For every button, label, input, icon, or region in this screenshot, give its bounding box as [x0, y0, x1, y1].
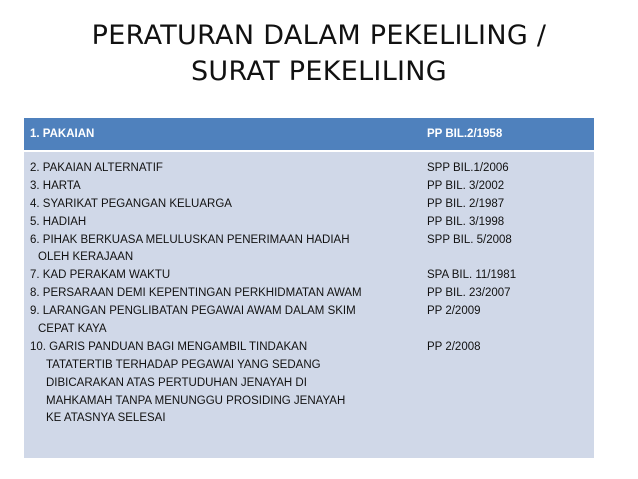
reference-item: PP BIL. 3/2002 — [427, 179, 505, 192]
header-cell-item: 1. PAKAIAN — [30, 128, 95, 140]
list-item-continuation: TATATERTIB TERHADAP PEGAWAI YANG SEDANG — [46, 358, 321, 371]
list-item: 7. KAD PERAKAM WAKTU — [30, 269, 171, 282]
title-line-1: PERATURAN DALAM PEKELILING / — [91, 20, 547, 51]
list-item-continuation: CEPAT KAYA — [38, 323, 107, 336]
body-cell-items — [24, 152, 421, 458]
slide-title — [0, 18, 638, 90]
reference-item: PP 2/2008 — [427, 340, 481, 353]
list-item: 8. PERSARAAN DEMI KEPENTINGAN PERKHIDMATAN AWAM — [30, 287, 362, 300]
regulations-table — [24, 118, 594, 458]
header-cell-reference: PP BIL.2/1958 — [427, 128, 503, 140]
reference-item: PP BIL. 2/1987 — [427, 197, 505, 210]
list-item: 3. HARTA — [30, 179, 81, 192]
list-item-continuation: OLEH KERAJAAN — [38, 251, 134, 264]
title-line-2: SURAT PEKELILING — [190, 56, 448, 87]
table-body-row — [24, 152, 594, 458]
reference-item: PP 2/2009 — [427, 305, 481, 318]
list-item: 2. PAKAIAN ALTERNATIF — [30, 162, 163, 174]
list-item: 4. SYARIKAT PEGANGAN KELUARGA — [30, 197, 232, 210]
list-item-continuation: MAHKAMAH TANPA MENUNGGU PROSIDING JENAYAH — [46, 394, 346, 407]
reference-item: PP BIL. 23/2007 — [427, 287, 511, 300]
list-item-continuation: DIBICARAKAN ATAS PERTUDUHAN JENAYAH DI — [46, 376, 307, 389]
table-header-row — [24, 118, 594, 152]
list-item-continuation: KE ATASNYA SELESAI — [46, 412, 166, 425]
list-item: 6. PIHAK BERKUASA MELULUSKAN PENERIMAAN HADIAH — [30, 233, 350, 246]
reference-item: SPP BIL. 5/2008 — [427, 233, 512, 246]
body-cell-references — [421, 152, 594, 458]
reference-item: PP BIL. 3/1998 — [427, 215, 505, 228]
reference-item: SPA BIL. 11/1981 — [427, 269, 517, 282]
list-item: 5. HADIAH — [30, 215, 87, 228]
reference-item: SPP BIL.1/2006 — [427, 162, 509, 174]
reference-spacer — [427, 249, 594, 267]
list-item: 9. LARANGAN PENGLIBATAN PEGAWAI AWAM DALAM SKIM — [30, 305, 356, 318]
reference-spacer — [427, 321, 594, 339]
list-item: 10. GARIS PANDUAN BAGI MENGAMBIL TINDAKAN — [30, 340, 308, 353]
